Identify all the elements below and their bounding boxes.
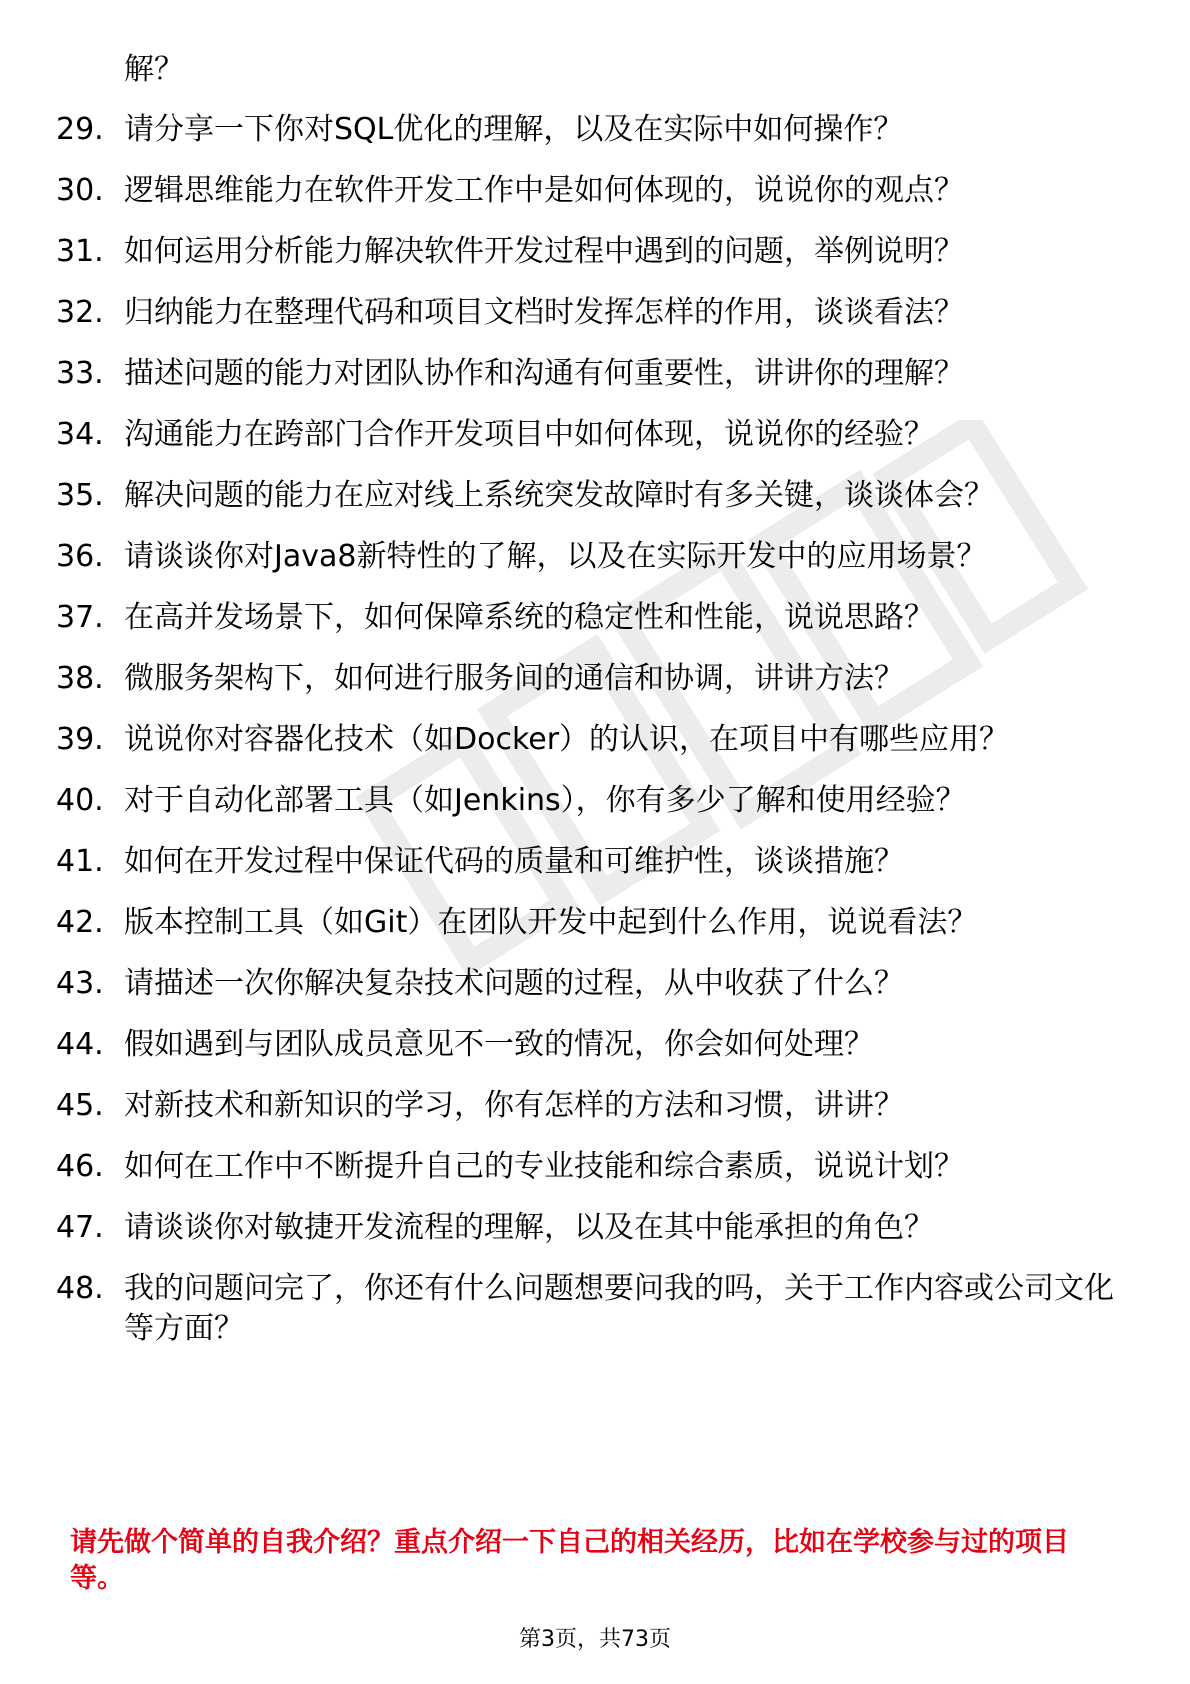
question-number: 34. — [56, 417, 104, 452]
question-item — [0, 842, 1124, 882]
question-item — [0, 293, 1124, 333]
question-item — [0, 1025, 1124, 1065]
question-item — [0, 781, 1124, 821]
question-text: 沟通能力在跨部门合作开发项目中如何体现，说说你的经验？ — [124, 417, 934, 452]
question-text: 说说你对容器化技术（如Docker）的认识，在项目中有哪些应用？ — [124, 722, 1010, 757]
question-text: 在高并发场景下，如何保障系统的稳定性和性能，说说思路？ — [124, 600, 934, 635]
question-text: 对新技术和新知识的学习，你有怎样的方法和习惯，讲讲？ — [124, 1088, 904, 1123]
question-item — [0, 598, 1124, 638]
question-item — [0, 903, 1124, 943]
question-item — [0, 1086, 1124, 1126]
question-number: 35. — [56, 478, 104, 513]
question-item — [0, 354, 1124, 394]
question-list — [0, 110, 1190, 1370]
question-text: 假如遇到与团队成员意见不一致的情况，你会如何处理？ — [124, 1027, 874, 1062]
question-text: 请描述一次你解决复杂技术问题的过程，从中收获了什么？ — [124, 966, 904, 1001]
question-item — [0, 537, 1124, 577]
question-item — [0, 415, 1124, 455]
question-text: 请分享一下你对SQL优化的理解，以及在实际中如何操作？ — [124, 112, 904, 147]
question-number: 30. — [56, 173, 104, 208]
question-item — [0, 110, 1124, 150]
question-number: 38. — [56, 661, 104, 696]
question-number: 36. — [56, 539, 104, 574]
question-item — [0, 1208, 1124, 1248]
question-text: 描述问题的能力对团队协作和沟通有何重要性，讲讲你的理解？ — [124, 356, 964, 391]
question-number: 40. — [56, 783, 104, 818]
question-number: 31. — [56, 234, 104, 269]
self-intro-prompt: 请先做个简单的自我介绍？重点介绍一下自己的相关经历，比如在学校参与过的项目等。 — [70, 1527, 1069, 1594]
question-text: 版本控制工具（如Git）在团队开发中起到什么作用，说说看法？ — [124, 905, 978, 940]
question-number: 32. — [56, 295, 104, 330]
question-text: 归纳能力在整理代码和项目文档时发挥怎样的作用，谈谈看法？ — [124, 295, 964, 330]
question-number: 43. — [56, 966, 104, 1001]
question-number: 48. — [56, 1271, 104, 1306]
question-item — [0, 964, 1124, 1004]
question-item — [0, 232, 1124, 272]
question-text: 如何在工作中不断提升自己的专业技能和综合素质，说说计划？ — [124, 1149, 964, 1184]
question-number: 44. — [56, 1027, 104, 1062]
question-text: 微服务架构下，如何进行服务间的通信和协调，讲讲方法？ — [124, 661, 904, 696]
question-item — [0, 1269, 1124, 1349]
question-item — [0, 659, 1124, 699]
question-text: 请谈谈你对Java8新特性的了解，以及在实际开发中的应用场景？ — [124, 539, 987, 574]
question-text: 对于自动化部署工具（如Jenkins），你有多少了解和使用经验？ — [124, 783, 966, 818]
question-item — [0, 476, 1124, 516]
question-number: 46. — [56, 1149, 104, 1184]
question-number: 42. — [56, 905, 104, 940]
question-text: 我的问题问完了，你还有什么问题想要问我的吗，关于工作内容或公司文化等方面？ — [124, 1271, 1114, 1346]
question-number: 39. — [56, 722, 104, 757]
question-text: 解决问题的能力在应对线上系统突发故障时有多关键，谈谈体会？ — [124, 478, 994, 513]
question-text: 如何在开发过程中保证代码的质量和可维护性，谈谈措施？ — [124, 844, 904, 879]
question-text: 如何运用分析能力解决软件开发过程中遇到的问题，举例说明？ — [124, 234, 964, 269]
question-number: 45. — [56, 1088, 104, 1123]
question-number: 29. — [56, 112, 104, 147]
page-number-footer: 第3页，共73页 — [519, 1627, 671, 1652]
question-number: 33. — [56, 356, 104, 391]
question-number: 37. — [56, 600, 104, 635]
continued-question-tail: 解？ — [124, 52, 184, 87]
question-number: 47. — [56, 1210, 104, 1245]
question-item — [0, 720, 1124, 760]
question-item — [0, 171, 1124, 211]
question-item — [0, 1147, 1124, 1187]
question-text: 逻辑思维能力在软件开发工作中是如何体现的，说说你的观点？ — [124, 173, 964, 208]
question-text: 请谈谈你对敏捷开发流程的理解，以及在其中能承担的角色？ — [124, 1210, 934, 1245]
question-number: 41. — [56, 844, 104, 879]
